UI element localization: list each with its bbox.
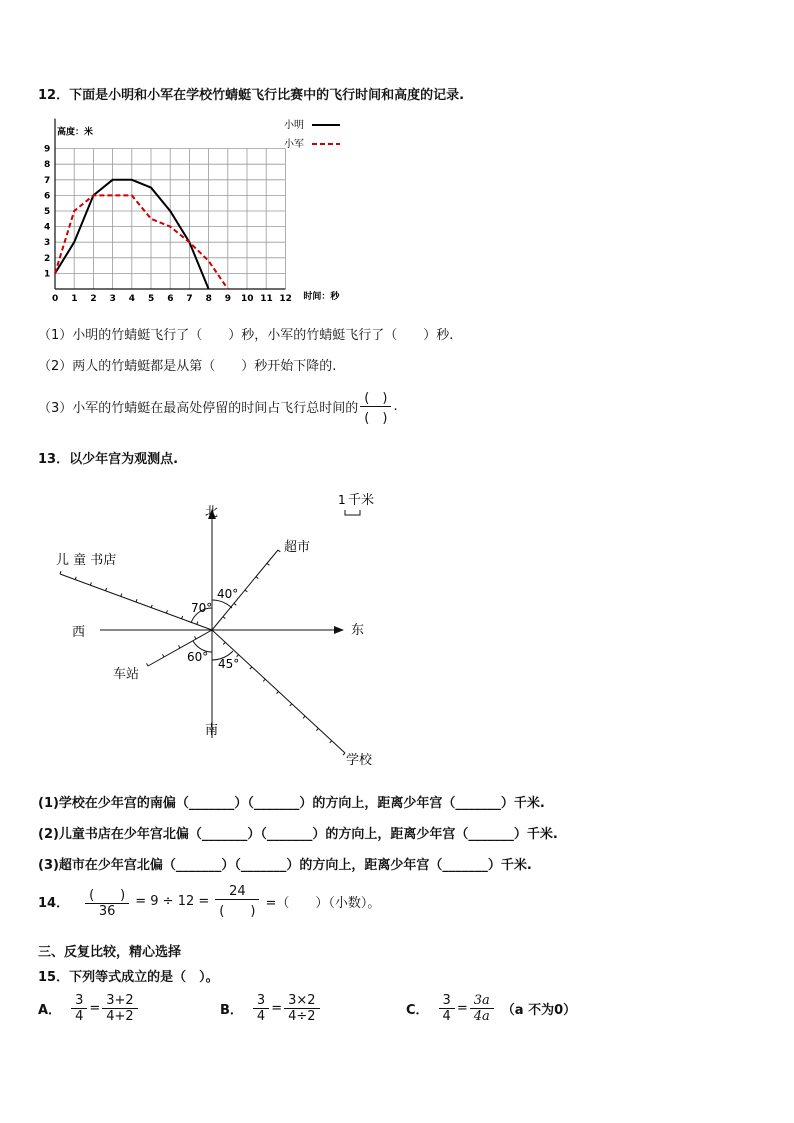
q12-sub3-suffix: . [393,399,398,414]
ray-tick [263,679,265,681]
chart-legend [284,118,340,150]
angle-supermarket: 40° [217,587,239,601]
ray-tick [147,663,148,666]
x-tick-label: 3 [109,294,116,304]
scale-bar [345,510,360,515]
equals-sign: = [456,1001,468,1016]
q12-title: 12．下面是小明和小军在学校竹蜻蜓飞行比赛中的飞行时间和高度的记录. [38,88,465,103]
fraction-numerator: 3a [473,993,490,1008]
q15-option-a[interactable] [38,993,140,1024]
y-tick-label: 9 [44,144,51,155]
ray-tick [75,577,76,580]
option-label: C． [406,1003,429,1018]
x-tick-label: 11 [260,294,273,304]
q14-fraction-1 [85,884,129,919]
chart-grid [55,149,285,289]
option-left-fraction [253,993,269,1024]
angle-station: 60° [187,650,209,664]
q14-fraction-2 [215,884,259,919]
ray-tick [343,753,345,755]
x-tick-label: 4 [128,294,136,304]
x-tick-label: 2 [90,294,97,304]
y-tick-label: 8 [44,160,51,171]
legend-label: 小明 [284,120,304,131]
angle-bookstore: 70° [191,601,213,615]
option-right-fraction [284,993,319,1024]
label-bookstore: 儿 童 书店 [56,553,117,568]
y-tick-label: 3 [44,238,51,249]
x-axis-label: 时间：秒 [303,292,340,302]
label-supermarket: 超市 [284,540,311,555]
fraction-numerator: 3 [442,993,451,1008]
y-tick-label: 1 [44,269,51,280]
ray-tick [303,716,305,718]
q12-sub3 [38,387,398,426]
q13-line-2: (2)儿童书店在少年宫北偏（_______）（_______）的方向上，距离少年宫（_______）千米. [38,827,558,842]
x-tick-label: 12 [279,294,292,304]
option-left-fraction [439,993,455,1024]
fraction-denominator: 36 [98,904,116,919]
q12-sub3-prefix: （3）小军的竹蜻蜓在最高处停留的时间占飞行总时间的 [38,401,359,416]
legend-label: 小军 [284,139,304,150]
ray-tick [245,590,247,592]
y-tick-label: 5 [44,207,51,217]
x-tick-label: 9 [224,294,232,304]
q15-option-c[interactable] [406,993,576,1024]
ray-tick [90,582,91,585]
q14-tail: =（ ）（小数）。 [265,896,381,911]
y-tick-label: 2 [44,253,51,264]
label-school: 学校 [346,753,373,768]
ray-tick [136,599,137,602]
fraction-numerator: 3 [256,993,266,1008]
label-west: 西 [72,625,86,640]
q15-option-b[interactable] [220,993,322,1024]
fraction-denominator: 4 [75,1009,84,1024]
arc-supermarket [212,600,232,608]
q12-line-chart [30,112,360,312]
y-axis-label: 高度：米 [57,127,94,138]
x-tick-label: 1 [71,294,78,304]
y-tick-label: 4 [44,222,51,233]
q12-sub2: （2）两人的竹蜻蜓都是从第（ ）秒开始下降的. [38,359,337,374]
x-tick-label: 8 [205,294,212,304]
fraction-denominator: ( ) [364,411,388,426]
q14-label: 14． [38,896,70,911]
ray-tick [163,654,164,657]
ray-tick [234,603,236,605]
q12-sub3-fraction [360,387,391,426]
scale-value: 1 [338,493,346,507]
ray-tick [256,577,258,579]
option-left-fraction [71,993,87,1024]
ray-tick [60,571,61,574]
ray-tick [330,741,332,743]
fraction-denominator: 4 [442,1009,451,1024]
option-right-fraction [470,993,494,1024]
ray-tick [197,622,198,625]
fraction-denominator: 4÷2 [288,1009,316,1024]
option-label: B． [220,1003,243,1018]
ray-tick [179,645,180,648]
ray-tick [151,605,152,608]
fraction-numerator: 3×2 [288,993,316,1008]
fraction-numerator: ( ) [364,391,388,406]
fraction-numerator: 3 [75,993,84,1008]
ray-tick [121,594,122,597]
option-note: （a 不为0） [501,1003,577,1018]
fraction-denominator: 4+2 [106,1009,134,1024]
x-tick-label: 6 [167,294,174,304]
y-tick-label: 6 [44,191,51,202]
ray-tick [290,704,292,706]
ray-tick [316,728,318,730]
ray-tick [250,667,252,669]
q13-line-1: (1)学校在少年宫的南偏（_______）（_______）的方向上，距离少年宫（_______）千米. [38,796,545,811]
angle-school: 45° [218,657,240,671]
label-station: 车站 [113,667,140,682]
fraction-denominator: 4 [256,1009,266,1024]
fraction-numerator: ( ) [89,888,126,903]
q14-line [38,884,380,919]
fraction-numerator: 3+2 [106,993,134,1008]
q13-title: 13．以少年宫为观测点. [38,452,179,467]
y-tick-label: 7 [44,175,51,186]
ray-tick [276,692,278,694]
ray-tick [267,563,269,565]
section-3-title: 三、反复比较，精心选择 [38,945,182,960]
equals-sign: = [89,1001,101,1016]
x-tick-label: 0 [52,294,59,304]
fraction-denominator: 4a [473,1009,490,1024]
q13-line-3: (3)超市在少年宫北偏（_______）（_______）的方向上，距离少年宫（_______）千米. [38,858,532,873]
x-tick-label: 10 [241,294,254,304]
q14-middle: = 9 ÷ 12 = [135,894,210,909]
label-north: 北 [205,505,219,520]
fraction-numerator: 24 [229,884,246,899]
x-tick-label: 5 [148,294,155,304]
q13-direction-diagram [40,488,420,773]
equals-sign: = [271,1001,283,1016]
chart-series [55,180,228,289]
ray-tick [195,636,196,639]
ray-tick [182,616,183,619]
ray-tick [223,642,225,644]
ray-tick [106,588,107,591]
label-south: 南 [205,723,219,738]
option-right-fraction [102,993,137,1024]
fraction-denominator: ( ) [219,904,256,919]
q15-title: 15．下列等式成立的是（ ）。 [38,970,219,985]
x-tick-label: 7 [186,294,193,304]
ray-tick [223,617,225,619]
scale-unit: 千米 [348,493,375,508]
q12-sub1: （1）小明的竹蜻蜓飞行了（ ）秒，小军的竹蜻蜓飞行了（ ）秒. [38,328,454,343]
ray-tick [166,610,167,613]
label-east: 东 [351,623,365,638]
ray-tick [278,550,280,552]
option-label: A． [38,1003,62,1018]
